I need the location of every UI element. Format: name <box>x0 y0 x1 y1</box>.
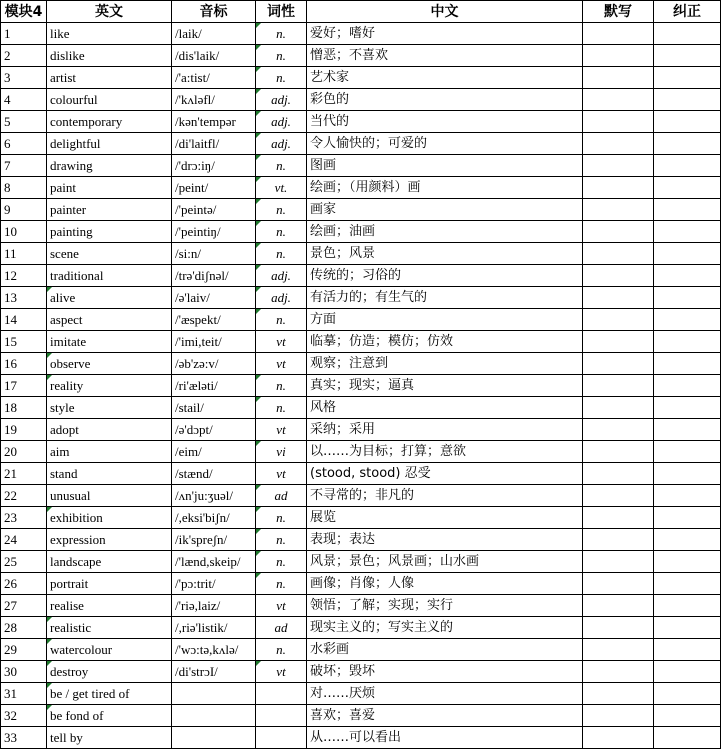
part-of-speech: n. <box>256 397 307 419</box>
part-of-speech: vt <box>256 463 307 485</box>
correction-cell <box>654 397 721 419</box>
dictation-cell <box>583 485 654 507</box>
chinese-meaning: 真实；现实；逼真 <box>307 375 583 397</box>
correction-cell <box>654 683 721 705</box>
chinese-meaning: 画家 <box>307 199 583 221</box>
chinese-meaning: 破坏；毁坏 <box>307 661 583 683</box>
dictation-cell <box>583 507 654 529</box>
english-word: be / get tired of <box>47 683 172 705</box>
row-number: 10 <box>1 221 47 243</box>
chinese-meaning: 对……厌烦 <box>307 683 583 705</box>
module-header: 模块4 <box>1 1 47 23</box>
table-row <box>1 397 721 419</box>
table-row <box>1 639 721 661</box>
table-row <box>1 331 721 353</box>
english-word: like <box>47 23 172 45</box>
phonetic <box>172 683 256 705</box>
table-row <box>1 529 721 551</box>
table-row <box>1 133 721 155</box>
phonetic: /'a:tist/ <box>172 67 256 89</box>
english-word: adopt <box>47 419 172 441</box>
correction-cell <box>654 199 721 221</box>
dictation-cell <box>583 243 654 265</box>
dictation-cell <box>583 45 654 67</box>
correction-cell <box>654 243 721 265</box>
dictation-cell <box>583 309 654 331</box>
table-row <box>1 221 721 243</box>
english-header: 英文 <box>47 1 172 23</box>
english-word: paint <box>47 177 172 199</box>
part-of-speech: n. <box>256 45 307 67</box>
correction-cell <box>654 617 721 639</box>
phonetic: /ə'dɔpt/ <box>172 419 256 441</box>
row-number: 13 <box>1 287 47 309</box>
english-word: delightful <box>47 133 172 155</box>
chinese-meaning: 风景；景色；风景画；山水画 <box>307 551 583 573</box>
phonetic: /əb'zə:v/ <box>172 353 256 375</box>
phonetic: /di'laitfl/ <box>172 133 256 155</box>
english-word: scene <box>47 243 172 265</box>
english-word: aspect <box>47 309 172 331</box>
row-number: 23 <box>1 507 47 529</box>
dictation-cell <box>583 331 654 353</box>
row-number: 20 <box>1 441 47 463</box>
english-word: be fond of <box>47 705 172 727</box>
phonetic: /dis'laik/ <box>172 45 256 67</box>
english-word: expression <box>47 529 172 551</box>
dictation-cell <box>583 353 654 375</box>
part-of-speech: ad <box>256 617 307 639</box>
phonetic: /ri'æləti/ <box>172 375 256 397</box>
part-of-speech: n. <box>256 155 307 177</box>
part-of-speech: n. <box>256 199 307 221</box>
row-number: 6 <box>1 133 47 155</box>
table-row <box>1 89 721 111</box>
part-of-speech: adj. <box>256 89 307 111</box>
english-word: drawing <box>47 155 172 177</box>
dictation-cell <box>583 375 654 397</box>
chinese-meaning: 图画 <box>307 155 583 177</box>
english-word: traditional <box>47 265 172 287</box>
phonetic: /'peintə/ <box>172 199 256 221</box>
phonetic: /ʌn'ju:ʒuəl/ <box>172 485 256 507</box>
phonetic: /trə'diʃnəl/ <box>172 265 256 287</box>
table-row <box>1 661 721 683</box>
chinese-meaning: 喜欢；喜爱 <box>307 705 583 727</box>
correction-cell <box>654 485 721 507</box>
chinese-meaning: 观察；注意到 <box>307 353 583 375</box>
table-row <box>1 463 721 485</box>
row-number: 2 <box>1 45 47 67</box>
phonetic: /'riə,laiz/ <box>172 595 256 617</box>
pos-header: 词性 <box>256 1 307 23</box>
dictation-cell <box>583 199 654 221</box>
correction-cell <box>654 639 721 661</box>
part-of-speech: n. <box>256 309 307 331</box>
phonetic: /'wɔ:tə,kʌlə/ <box>172 639 256 661</box>
row-number: 5 <box>1 111 47 133</box>
table-row <box>1 507 721 529</box>
english-word: destroy <box>47 661 172 683</box>
table-row <box>1 243 721 265</box>
correction-cell <box>654 309 721 331</box>
dictation-cell <box>583 529 654 551</box>
phonetic <box>172 705 256 727</box>
phonetic: /'peintiŋ/ <box>172 221 256 243</box>
correction-cell <box>654 595 721 617</box>
row-number: 17 <box>1 375 47 397</box>
part-of-speech: vt <box>256 419 307 441</box>
correction-cell <box>654 573 721 595</box>
table-row <box>1 595 721 617</box>
chinese-meaning: 以……为目标；打算；意欲 <box>307 441 583 463</box>
correction-cell <box>654 529 721 551</box>
correction-cell <box>654 507 721 529</box>
row-number: 8 <box>1 177 47 199</box>
row-number: 1 <box>1 23 47 45</box>
correction-cell <box>654 353 721 375</box>
phonetic: /'æspekt/ <box>172 309 256 331</box>
table-row <box>1 727 721 749</box>
table-row <box>1 573 721 595</box>
phonetic: /ik'spreʃn/ <box>172 529 256 551</box>
dictation-cell <box>583 617 654 639</box>
phonetic: /'kʌləfl/ <box>172 89 256 111</box>
row-number: 4 <box>1 89 47 111</box>
english-word: imitate <box>47 331 172 353</box>
phonetic: /di'strɔI/ <box>172 661 256 683</box>
chinese-header: 中文 <box>307 1 583 23</box>
row-number: 31 <box>1 683 47 705</box>
english-word: realistic <box>47 617 172 639</box>
chinese-meaning: 绘画；（用颜料）画 <box>307 177 583 199</box>
correction-cell <box>654 111 721 133</box>
correction-cell <box>654 67 721 89</box>
english-word: artist <box>47 67 172 89</box>
row-number: 22 <box>1 485 47 507</box>
row-number: 18 <box>1 397 47 419</box>
correction-cell <box>654 705 721 727</box>
phonetic: /laik/ <box>172 23 256 45</box>
table-row <box>1 155 721 177</box>
correction-cell <box>654 375 721 397</box>
row-number: 27 <box>1 595 47 617</box>
row-number: 28 <box>1 617 47 639</box>
dictation-cell <box>583 397 654 419</box>
row-number: 33 <box>1 727 47 749</box>
correction-cell <box>654 463 721 485</box>
english-word: stand <box>47 463 172 485</box>
chinese-meaning: 现实主义的；写实主义的 <box>307 617 583 639</box>
phonetic: /'drɔ:iŋ/ <box>172 155 256 177</box>
part-of-speech: n. <box>256 67 307 89</box>
row-number: 29 <box>1 639 47 661</box>
part-of-speech: vt <box>256 661 307 683</box>
part-of-speech: vt <box>256 353 307 375</box>
chinese-meaning: 水彩画 <box>307 639 583 661</box>
dictation-cell <box>583 661 654 683</box>
table-row <box>1 287 721 309</box>
row-number: 32 <box>1 705 47 727</box>
part-of-speech: n. <box>256 573 307 595</box>
dictation-header: 默写 <box>583 1 654 23</box>
part-of-speech: n. <box>256 551 307 573</box>
row-number: 25 <box>1 551 47 573</box>
dictation-cell <box>583 727 654 749</box>
row-number: 15 <box>1 331 47 353</box>
english-word: aim <box>47 441 172 463</box>
english-word: unusual <box>47 485 172 507</box>
dictation-cell <box>583 419 654 441</box>
english-word: style <box>47 397 172 419</box>
table-row <box>1 551 721 573</box>
correction-cell <box>654 419 721 441</box>
row-number: 24 <box>1 529 47 551</box>
row-number: 9 <box>1 199 47 221</box>
chinese-meaning: 从……可以看出 <box>307 727 583 749</box>
row-number: 26 <box>1 573 47 595</box>
correction-cell <box>654 23 721 45</box>
part-of-speech: adj. <box>256 265 307 287</box>
dictation-cell <box>583 287 654 309</box>
chinese-meaning: 方面 <box>307 309 583 331</box>
table-row <box>1 111 721 133</box>
correction-cell <box>654 287 721 309</box>
phonetic: /kən'tempər <box>172 111 256 133</box>
english-word: portrait <box>47 573 172 595</box>
english-word: observe <box>47 353 172 375</box>
english-word: painting <box>47 221 172 243</box>
correction-cell <box>654 727 721 749</box>
table-row <box>1 441 721 463</box>
row-number: 16 <box>1 353 47 375</box>
table-row <box>1 23 721 45</box>
part-of-speech: n. <box>256 639 307 661</box>
english-word: colourful <box>47 89 172 111</box>
chinese-meaning: 憎恶；不喜欢 <box>307 45 583 67</box>
correction-cell <box>654 45 721 67</box>
chinese-meaning: 传统的；习俗的 <box>307 265 583 287</box>
chinese-meaning: (stood, stood) 忍受 <box>307 463 583 485</box>
part-of-speech: n. <box>256 243 307 265</box>
dictation-cell <box>583 265 654 287</box>
correction-cell <box>654 331 721 353</box>
correction-cell <box>654 155 721 177</box>
correction-cell <box>654 221 721 243</box>
english-word: dislike <box>47 45 172 67</box>
phonetic: /'lænd,skeip/ <box>172 551 256 573</box>
chinese-meaning: 艺术家 <box>307 67 583 89</box>
part-of-speech: adj. <box>256 133 307 155</box>
vocab-body <box>1 23 721 749</box>
phonetic: /,eksi'biʃn/ <box>172 507 256 529</box>
chinese-meaning: 彩色的 <box>307 89 583 111</box>
phonetic: /si:n/ <box>172 243 256 265</box>
correction-cell <box>654 265 721 287</box>
part-of-speech: vi <box>256 441 307 463</box>
part-of-speech: ad <box>256 485 307 507</box>
dictation-cell <box>583 67 654 89</box>
part-of-speech: adj. <box>256 287 307 309</box>
chinese-meaning: 画像；肖像；人像 <box>307 573 583 595</box>
chinese-meaning: 当代的 <box>307 111 583 133</box>
part-of-speech: vt. <box>256 177 307 199</box>
chinese-meaning: 绘画；油画 <box>307 221 583 243</box>
row-number: 19 <box>1 419 47 441</box>
phonetic <box>172 727 256 749</box>
chinese-meaning: 表现；表达 <box>307 529 583 551</box>
table-row <box>1 309 721 331</box>
table-row <box>1 67 721 89</box>
english-word: painter <box>47 199 172 221</box>
table-row <box>1 45 721 67</box>
dictation-cell <box>583 573 654 595</box>
phonetic: /eim/ <box>172 441 256 463</box>
correction-header: 纠正 <box>654 1 721 23</box>
row-number: 11 <box>1 243 47 265</box>
phonetic: /stænd/ <box>172 463 256 485</box>
dictation-cell <box>583 683 654 705</box>
table-row <box>1 617 721 639</box>
phonetic: /'pɔ:trit/ <box>172 573 256 595</box>
header-row <box>1 1 721 23</box>
part-of-speech: n. <box>256 375 307 397</box>
table-row <box>1 375 721 397</box>
dictation-cell <box>583 89 654 111</box>
english-word: landscape <box>47 551 172 573</box>
correction-cell <box>654 551 721 573</box>
part-of-speech <box>256 705 307 727</box>
part-of-speech: n. <box>256 221 307 243</box>
correction-cell <box>654 133 721 155</box>
table-row <box>1 683 721 705</box>
part-of-speech: vt <box>256 595 307 617</box>
dictation-cell <box>583 23 654 45</box>
correction-cell <box>654 441 721 463</box>
english-word: tell by <box>47 727 172 749</box>
table-row <box>1 265 721 287</box>
chinese-meaning: 临摹；仿造；模仿；仿效 <box>307 331 583 353</box>
row-number: 12 <box>1 265 47 287</box>
phonetic: /'imi,teit/ <box>172 331 256 353</box>
row-number: 14 <box>1 309 47 331</box>
phonetic: /stail/ <box>172 397 256 419</box>
part-of-speech <box>256 683 307 705</box>
english-word: contemporary <box>47 111 172 133</box>
table-row <box>1 177 721 199</box>
chinese-meaning: 有活力的；有生气的 <box>307 287 583 309</box>
table-row <box>1 419 721 441</box>
row-number: 3 <box>1 67 47 89</box>
part-of-speech <box>256 727 307 749</box>
part-of-speech: vt <box>256 331 307 353</box>
english-word: watercolour <box>47 639 172 661</box>
chinese-meaning: 采纳；采用 <box>307 419 583 441</box>
chinese-meaning: 爱好；嗜好 <box>307 23 583 45</box>
english-word: reality <box>47 375 172 397</box>
correction-cell <box>654 89 721 111</box>
table-row <box>1 199 721 221</box>
part-of-speech: adj. <box>256 111 307 133</box>
dictation-cell <box>583 441 654 463</box>
phonetic: /peint/ <box>172 177 256 199</box>
dictation-cell <box>583 551 654 573</box>
phonetic: /ə'laiv/ <box>172 287 256 309</box>
phonetic-header: 音标 <box>172 1 256 23</box>
correction-cell <box>654 177 721 199</box>
chinese-meaning: 景色；风景 <box>307 243 583 265</box>
row-number: 30 <box>1 661 47 683</box>
table-row <box>1 353 721 375</box>
chinese-meaning: 展览 <box>307 507 583 529</box>
dictation-cell <box>583 705 654 727</box>
correction-cell <box>654 661 721 683</box>
dictation-cell <box>583 595 654 617</box>
row-number: 7 <box>1 155 47 177</box>
dictation-cell <box>583 133 654 155</box>
dictation-cell <box>583 221 654 243</box>
chinese-meaning: 领悟；了解；实现；实行 <box>307 595 583 617</box>
table-row <box>1 705 721 727</box>
chinese-meaning: 不寻常的；非凡的 <box>307 485 583 507</box>
part-of-speech: n. <box>256 507 307 529</box>
dictation-cell <box>583 111 654 133</box>
row-number: 21 <box>1 463 47 485</box>
english-word: alive <box>47 287 172 309</box>
dictation-cell <box>583 639 654 661</box>
chinese-meaning: 风格 <box>307 397 583 419</box>
english-word: exhibition <box>47 507 172 529</box>
dictation-cell <box>583 177 654 199</box>
dictation-cell <box>583 463 654 485</box>
dictation-cell <box>583 155 654 177</box>
phonetic: /,riə'listik/ <box>172 617 256 639</box>
part-of-speech: n. <box>256 529 307 551</box>
part-of-speech: n. <box>256 23 307 45</box>
english-word: realise <box>47 595 172 617</box>
table-row <box>1 485 721 507</box>
chinese-meaning: 令人愉快的；可爱的 <box>307 133 583 155</box>
